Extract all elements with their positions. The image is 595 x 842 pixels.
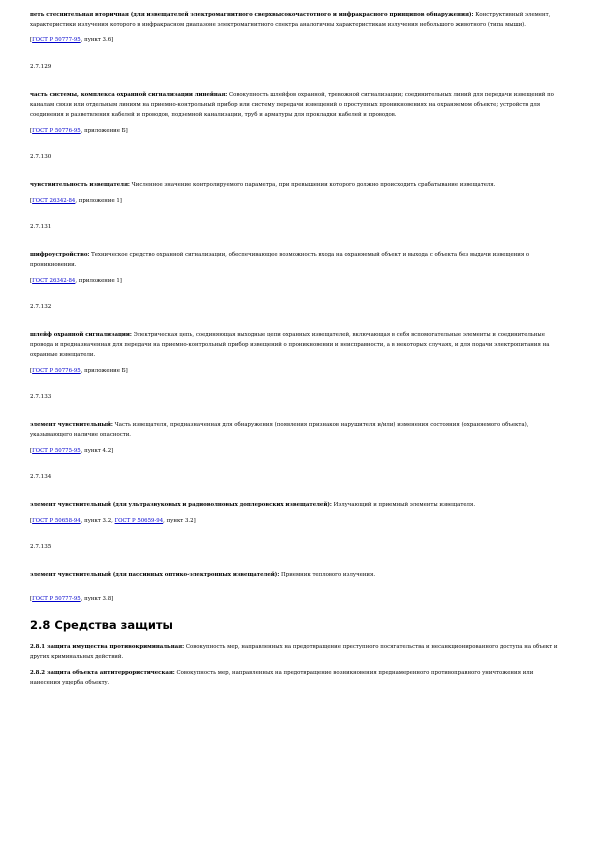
reference: [ГОСТ 26342-84, приложение 1]: [30, 278, 122, 284]
entry-text: [30, 250, 564, 270]
term: 2.8.2 защита объекта антитеррористическая:: [30, 670, 175, 676]
standard-link[interactable]: ГОСТ Р 50776-95: [32, 128, 81, 134]
entry-number: 2.7.132: [30, 304, 52, 310]
definition: Совокупность мер, направленных на предотвращение возникновения преднамеренного противоправного уничтожения или нанесения ущерба объекту.: [30, 670, 534, 686]
definition: Приемник теплового излучения.: [279, 572, 376, 578]
entry-text: [30, 420, 564, 440]
reference-tail: , приложение 1]: [75, 198, 122, 204]
term: 2.8.1 защита имущества противокриминальная:: [30, 644, 185, 650]
entry-number: 2.7.134: [30, 474, 52, 480]
standard-link[interactable]: ГОСТ 26342-84: [32, 278, 76, 284]
reference: [ГОСТ Р 50775-95, пункт 4.2]: [30, 448, 114, 454]
reference-tail: , пункт 3.6]: [80, 37, 114, 43]
entry-text: [30, 180, 564, 190]
standard-link[interactable]: ГОСТ Р 50776-95: [32, 368, 81, 374]
definition: Численное значение контролируемого параметра, при превышении которого должно происходить срабатывание извещателя.: [129, 182, 496, 188]
reference: [ГОСТ Р 50776-95, приложение Б]: [30, 368, 128, 374]
term: петь стеснительная вторичная (для извещателей электромагнитного сверхвысокочастотного и инфракрасного принципов обнаружения):: [30, 12, 474, 18]
standard-link[interactable]: ГОСТ Р 50658-94: [32, 518, 81, 524]
standard-link[interactable]: ГОСТ Р 50777-95: [32, 37, 81, 43]
document-page: [30, 6, 564, 688]
entry-text: [30, 500, 564, 510]
reference-tail: , пункт 3.2,: [80, 518, 115, 524]
section-item: [30, 642, 564, 662]
definition: Часть извещателя, предназначенная для обнаружения (появления признаков нарушителя и/или) изменения состояния (охраняемого объекта), указывающего наличие опасности.: [30, 422, 529, 438]
entry-number: 2.7.130: [30, 154, 52, 160]
standard-link[interactable]: ГОСТ Р 50777-95: [32, 596, 81, 602]
term: шифроустройство:: [30, 252, 90, 258]
reference: [ГОСТ Р 50776-95, приложение Б]: [30, 128, 128, 134]
standard-link[interactable]: ГОСТ 26342-84: [32, 198, 76, 204]
definition: Техническое средство охранной сигнализации, обеспечивающее возможность входа на охраняемый объект и выхода с объекта без выдачи извещения о проникновении.: [30, 252, 530, 268]
definition: Электрическая цепь, соединяющая выходные цепи охранных извещателей, включающая в себя вспомогательные элементы и соединительные провода и предназначенная для передачи на приемно-контрольный прибор извещений о проникновении и неисправности, а в некоторых случаях, и для подачи электропитания на охранные извещатели.: [30, 332, 550, 358]
term: часть системы, комплекса охранной сигнализации линейная:: [30, 92, 228, 98]
term: элемент чувствительный:: [30, 422, 113, 428]
entry-number: 2.7.131: [30, 224, 52, 230]
reference: [ГОСТ Р 50658-94, пункт 3.2, ГОСТ Р 50659-94, пункт 3.2]: [30, 518, 196, 524]
section-item: [30, 668, 564, 688]
definition: Конструктивный элемент, характеристики излучения которого в инфракрасном диапазоне электромагнитного спектра аналогичны характеристикам излучения небольшого животного (типа мыши).: [30, 12, 551, 28]
reference: [ГОСТ 26342-84, приложение 1]: [30, 198, 122, 204]
reference-tail: , приложение 1]: [75, 278, 122, 284]
entry-text: [30, 90, 564, 120]
term: шлейф охранной сигнализации:: [30, 332, 132, 338]
term: элемент чувствительный (для ультразвуковых и радиоволновых доплеровских извещателей):: [30, 502, 332, 508]
reference-tail: , пункт 4.2]: [80, 448, 114, 454]
term: чувствительность извещателя:: [30, 182, 130, 188]
definition: Совокупность мер, направленных на предотвращение преступного посягательства и несанкционированного доступа на объект и других криминальных действий.: [30, 644, 558, 660]
section-heading: 2.8 Средства защиты: [30, 618, 173, 632]
term: элемент чувствительный (для пассивных оптико-электронных извещателей):: [30, 572, 280, 578]
intro-paragraph: [30, 10, 564, 30]
entry-text: [30, 570, 564, 580]
reference-tail: , приложение Б]: [80, 128, 128, 134]
standard-link[interactable]: ГОСТ Р 50659-94: [114, 518, 164, 524]
entry-number: 2.7.129: [30, 64, 52, 70]
reference-tail: , приложение Б]: [80, 368, 128, 374]
reference-tail: , пункт 3.2]: [163, 518, 196, 524]
entry-text: [30, 330, 564, 360]
reference: [ГОСТ Р 50777-95, пункт 3.6]: [30, 37, 114, 43]
entry-number: 2.7.135: [30, 544, 52, 550]
reference: [ГОСТ Р 50777-95, пункт 3.8]: [30, 596, 114, 602]
definition: Излучающий и приемный элементы извещателя.: [331, 502, 476, 508]
entry-number: 2.7.133: [30, 394, 52, 400]
reference-tail: , пункт 3.8]: [80, 596, 114, 602]
standard-link[interactable]: ГОСТ Р 50775-95: [32, 448, 81, 454]
definition: Совокупность шлейфов охранной, тревожной сигнализации; соединительных линий для передачи извещений по каналам связи или отдельным линиям на приемно-контрольный прибор или систему передачи извещений о проступных проникновениях на охраняемом объекте; устройств для соединения и разветвления кабелей и проводов, подземной канализации, труб и арматуры для прокладки кабелей и проводов.: [30, 92, 554, 118]
